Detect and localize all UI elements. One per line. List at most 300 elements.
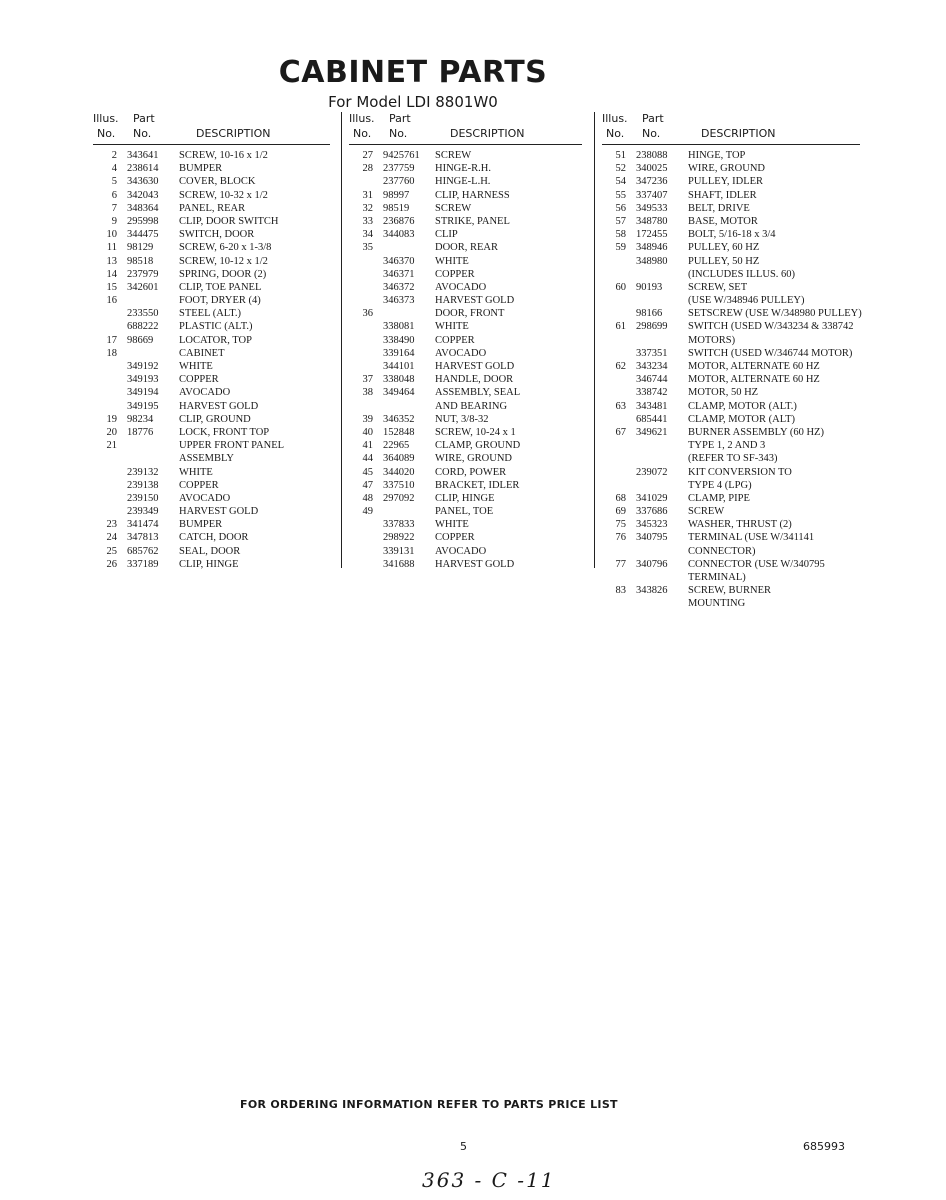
part-description: CLIP — [435, 229, 458, 241]
part-number: 337686 — [636, 506, 668, 518]
table-row — [602, 241, 860, 254]
part-description: (USE W/348946 PULLEY) — [688, 295, 805, 307]
table-row — [602, 400, 860, 413]
part-header: Part — [642, 112, 664, 125]
part-description: AVOCADO — [435, 281, 487, 293]
table-row — [602, 320, 860, 333]
table-row — [602, 413, 860, 426]
table-row — [93, 281, 330, 294]
illus-number: 39 — [362, 413, 373, 425]
part-number: 152848 — [383, 426, 415, 438]
column-header — [349, 112, 582, 144]
part-description: CLAMP, GROUND — [435, 440, 521, 452]
part-description: MOUNTING — [688, 598, 746, 610]
part-description: ASSEMBLY, SEAL — [435, 387, 521, 399]
table-row — [349, 255, 582, 268]
part-number: 90193 — [636, 281, 663, 293]
illus-number: 33 — [362, 215, 373, 227]
part-description: HARVEST GOLD — [435, 558, 515, 570]
part-description: WHITE — [179, 361, 213, 372]
table-row — [349, 518, 582, 531]
illus-number: 17 — [106, 334, 117, 346]
part-description: SEAL, DOOR — [179, 545, 241, 557]
part-number: 343826 — [636, 585, 668, 597]
part-number: 298922 — [383, 532, 415, 544]
table-row — [349, 228, 582, 241]
table-row — [602, 584, 860, 597]
illus-number: 51 — [615, 150, 626, 161]
part-number: 349464 — [383, 387, 415, 399]
part-description: SCREW, 10-16 x 1/2 — [179, 150, 268, 161]
part-description: MOTOR, 50 HZ — [688, 387, 759, 399]
illus-number: 68 — [615, 492, 626, 504]
table-row — [93, 452, 330, 465]
table-row — [602, 294, 860, 307]
part-number: 239138 — [127, 479, 159, 491]
part-description: AVOCADO — [179, 387, 231, 399]
parts-column-3 — [602, 112, 860, 611]
table-row — [349, 162, 582, 175]
illus-number: 21 — [106, 440, 117, 452]
part-description: TERMINAL) — [688, 572, 746, 583]
part-number: 295998 — [127, 215, 159, 227]
table-row — [349, 426, 582, 439]
table-row — [93, 294, 330, 307]
part-description: CORD, POWER — [435, 466, 507, 478]
part-number: 348946 — [636, 242, 668, 254]
illus-number: 58 — [615, 229, 626, 241]
part-number: 343630 — [127, 176, 159, 188]
table-row — [349, 320, 582, 333]
part-description: PANEL, REAR — [179, 202, 246, 214]
part-number: 343234 — [636, 361, 668, 372]
part-description: SWITCH (USED W/346744 MOTOR) — [688, 347, 853, 359]
part-number: 340796 — [636, 558, 668, 570]
illus-number: 77 — [615, 558, 626, 570]
illus-number: 62 — [615, 361, 626, 372]
part-description: STRIKE, PANEL — [435, 215, 510, 227]
part-number: 337407 — [636, 189, 668, 201]
part-description: MOTOR, ALTERNATE 60 HZ — [688, 361, 820, 372]
table-row — [602, 597, 860, 610]
table-row — [602, 175, 860, 188]
illus-number: 76 — [615, 532, 626, 544]
part-description: CLIP, HINGE — [435, 492, 495, 504]
table-row — [602, 386, 860, 399]
illus-header: Illus. — [93, 112, 119, 125]
illus-number: 14 — [106, 268, 117, 280]
table-row — [602, 479, 860, 492]
part-description: COPPER — [179, 479, 219, 491]
part-number: 349621 — [636, 426, 668, 438]
part-number: 337351 — [636, 347, 668, 359]
table-row — [349, 189, 582, 202]
part-number: 9425761 — [383, 150, 420, 161]
part-number: 349533 — [636, 202, 668, 214]
illus-number: 23 — [106, 519, 117, 531]
part-number: 98518 — [127, 255, 154, 267]
table-row — [93, 360, 330, 373]
part-description: COPPER — [435, 334, 475, 346]
part-description: HANDLE, DOOR — [435, 374, 514, 386]
part-description: COVER, BLOCK — [179, 176, 256, 188]
table-row — [602, 439, 860, 452]
part-number: 685441 — [636, 413, 668, 425]
part-number: 346371 — [383, 268, 415, 280]
part-number: 342043 — [127, 189, 159, 201]
part-number: 237760 — [383, 176, 415, 188]
part-description: STEEL (ALT.) — [179, 308, 242, 320]
part-description: ASSEMBLY — [179, 453, 234, 465]
table-row — [349, 505, 582, 518]
illus-number: 49 — [362, 506, 373, 518]
column-header — [602, 112, 860, 144]
table-row — [93, 241, 330, 254]
part-description: DOOR, FRONT — [435, 308, 505, 320]
illus-number: 37 — [362, 374, 373, 386]
table-row — [602, 202, 860, 215]
illus-number: 9 — [111, 215, 117, 227]
illus-no-header: No. — [97, 127, 116, 140]
table-row — [602, 215, 860, 228]
table-row — [349, 400, 582, 413]
illus-number: 6 — [111, 189, 117, 201]
part-description: UPPER FRONT PANEL — [179, 440, 285, 452]
part-number: 233550 — [127, 308, 159, 320]
illus-number: 31 — [362, 189, 373, 201]
part-number: 346352 — [383, 413, 415, 425]
part-description: LOCK, FRONT TOP — [179, 426, 270, 438]
page-subtitle: For Model LDI 8801W0 — [328, 93, 498, 111]
column-header — [93, 112, 330, 144]
illus-no-header: No. — [606, 127, 625, 140]
illus-number: 55 — [615, 189, 626, 201]
header-rule — [602, 144, 860, 145]
illus-number: 38 — [362, 387, 373, 399]
table-row — [93, 373, 330, 386]
illus-number: 57 — [615, 215, 626, 227]
part-description: HARVEST GOLD — [435, 361, 515, 372]
part-description: FOOT, DRYER (4) — [179, 295, 261, 307]
part-number: 340795 — [636, 532, 668, 544]
table-row — [602, 492, 860, 505]
illus-number: 67 — [615, 426, 626, 438]
part-description: CATCH, DOOR — [179, 532, 249, 544]
table-row — [349, 281, 582, 294]
part-description: HINGE, TOP — [688, 150, 746, 161]
illus-number: 28 — [362, 163, 373, 175]
part-number: 343481 — [636, 400, 668, 412]
table-row — [93, 518, 330, 531]
part-description: WHITE — [179, 466, 213, 478]
part-number: 345323 — [636, 519, 668, 531]
illus-number: 45 — [362, 466, 373, 478]
illus-number: 25 — [106, 545, 117, 557]
part-description: HARVEST GOLD — [435, 295, 515, 307]
part-number: 237979 — [127, 268, 159, 280]
part-number: 339131 — [383, 545, 415, 557]
illus-number: 26 — [106, 558, 117, 570]
illus-number: 83 — [615, 585, 626, 597]
table-row — [93, 215, 330, 228]
illus-number: 27 — [362, 150, 373, 161]
part-description: CLAMP, MOTOR (ALT) — [688, 413, 796, 425]
table-row — [349, 439, 582, 452]
part-description: WHITE — [435, 519, 469, 531]
part-number: 344101 — [383, 361, 415, 372]
table-row — [349, 294, 582, 307]
part-number: 98519 — [383, 202, 410, 214]
part-description: AVOCADO — [435, 545, 487, 557]
illus-number: 48 — [362, 492, 373, 504]
part-description: WHITE — [435, 255, 469, 267]
table-row — [602, 426, 860, 439]
part-number: 685762 — [127, 545, 159, 557]
part-description: SCREW — [435, 202, 472, 214]
part-number: 298699 — [636, 321, 668, 333]
table-row — [349, 347, 582, 360]
part-number: 338048 — [383, 374, 415, 386]
part-description: PULLEY, 60 HZ — [688, 242, 760, 254]
part-number: 338081 — [383, 321, 415, 333]
illus-header: Illus. — [602, 112, 628, 125]
part-number: 98669 — [127, 334, 154, 346]
part-number: 347813 — [127, 532, 159, 544]
table-row — [602, 281, 860, 294]
part-number: 349194 — [127, 387, 159, 399]
table-row — [349, 545, 582, 558]
table-row — [602, 189, 860, 202]
table-row — [349, 202, 582, 215]
part-number: 239072 — [636, 466, 668, 478]
part-description: CLAMP, MOTOR (ALT.) — [688, 400, 797, 412]
part-description: WIRE, GROUND — [435, 453, 512, 465]
part-number: 344083 — [383, 229, 415, 241]
illus-number: 13 — [106, 255, 117, 267]
column-divider — [341, 112, 342, 568]
part-description: AVOCADO — [435, 347, 487, 359]
table-row — [602, 360, 860, 373]
table-row — [349, 479, 582, 492]
part-description: BELT, DRIVE — [688, 202, 750, 214]
illus-number: 4 — [111, 163, 117, 175]
part-description: COPPER — [435, 532, 475, 544]
table-row — [602, 268, 860, 281]
table-row — [349, 241, 582, 254]
illus-number: 35 — [362, 242, 373, 254]
illus-number: 60 — [615, 281, 626, 293]
part-number: 349195 — [127, 400, 159, 412]
illus-number: 59 — [615, 242, 626, 254]
illus-number: 2 — [111, 150, 117, 161]
table-row — [93, 400, 330, 413]
part-number: 239132 — [127, 466, 159, 478]
part-description: LOCATOR, TOP — [179, 334, 252, 346]
illus-number: 75 — [615, 519, 626, 531]
part-description: CLIP, DOOR SWITCH — [179, 215, 279, 227]
illus-number: 52 — [615, 163, 626, 175]
table-row — [93, 492, 330, 505]
table-row — [602, 347, 860, 360]
table-row — [602, 505, 860, 518]
part-description: CABINET — [179, 347, 225, 359]
illus-number: 69 — [615, 506, 626, 518]
part-number: 297092 — [383, 492, 415, 504]
table-row — [602, 466, 860, 479]
part-description: MOTOR, ALTERNATE 60 HZ — [688, 374, 820, 386]
part-number: 337189 — [127, 558, 159, 570]
part-number: 237759 — [383, 163, 415, 175]
part-description: SCREW — [688, 506, 725, 518]
part-description: SWITCH (USED W/343234 & 338742 — [688, 321, 854, 333]
table-row — [93, 307, 330, 320]
table-row — [349, 452, 582, 465]
part-description: SCREW, BURNER — [688, 585, 772, 597]
parts-rows — [602, 149, 860, 611]
table-row — [602, 531, 860, 544]
illus-number: 18 — [106, 347, 117, 359]
table-row — [93, 426, 330, 439]
part-number: 348364 — [127, 202, 159, 214]
part-description: PLASTIC (ALT.) — [179, 321, 253, 333]
part-description: TYPE 4 (LPG) — [688, 479, 752, 491]
part-description: SPRING, DOOR (2) — [179, 268, 267, 280]
illus-no-header: No. — [353, 127, 372, 140]
table-row — [602, 571, 860, 584]
part-number: 172455 — [636, 229, 668, 241]
parts-column-1 — [93, 112, 330, 571]
part-description: CLIP, TOE PANEL — [179, 281, 262, 293]
part-description: CLIP, HINGE — [179, 558, 239, 570]
part-number: 239349 — [127, 506, 159, 518]
illus-number: 10 — [106, 229, 117, 241]
table-row — [349, 215, 582, 228]
part-description: BRACKET, IDLER — [435, 479, 520, 491]
part-description: COPPER — [179, 374, 219, 386]
part-number: 338490 — [383, 334, 415, 346]
part-description: WASHER, THRUST (2) — [688, 519, 792, 531]
description-header: DESCRIPTION — [701, 127, 776, 140]
part-description: HARVEST GOLD — [179, 400, 259, 412]
part-description: BURNER ASSEMBLY (60 HZ) — [688, 426, 824, 438]
header-rule — [93, 144, 330, 145]
table-row — [93, 268, 330, 281]
part-number: 347236 — [636, 176, 668, 188]
table-row — [349, 558, 582, 571]
illus-number: 32 — [362, 202, 373, 214]
table-row — [349, 149, 582, 162]
table-row — [93, 505, 330, 518]
table-row — [93, 347, 330, 360]
table-row — [602, 307, 860, 320]
illus-number: 41 — [362, 440, 373, 452]
table-row — [93, 531, 330, 544]
table-row — [93, 149, 330, 162]
part-description: MOTORS) — [688, 334, 736, 346]
table-row — [93, 413, 330, 426]
part-number: 339164 — [383, 347, 415, 359]
table-row — [93, 479, 330, 492]
illus-number: 63 — [615, 400, 626, 412]
illus-number: 34 — [362, 229, 373, 241]
table-row — [349, 386, 582, 399]
illus-number: 24 — [106, 532, 117, 544]
part-number: 337510 — [383, 479, 415, 491]
table-row — [93, 439, 330, 452]
part-number: 346744 — [636, 374, 668, 386]
part-description: (REFER TO SF-343) — [688, 453, 778, 465]
part-number: 349192 — [127, 361, 159, 372]
table-row — [602, 373, 860, 386]
table-row — [93, 466, 330, 479]
part-number: 364089 — [383, 453, 415, 465]
part-number: 341688 — [383, 558, 415, 570]
part-number: 338742 — [636, 387, 668, 399]
part-description: WHITE — [435, 321, 469, 333]
part-description: BASE, MOTOR — [688, 215, 758, 227]
table-row — [349, 492, 582, 505]
illus-number: 54 — [615, 176, 626, 188]
parts-rows — [349, 149, 582, 571]
column-divider — [594, 112, 595, 568]
part-number: 98129 — [127, 242, 154, 254]
part-description: BUMPER — [179, 519, 223, 531]
part-description: PULLEY, IDLER — [688, 176, 764, 188]
part-no-header: No. — [642, 127, 661, 140]
table-row — [349, 307, 582, 320]
part-description: SHAFT, IDLER — [688, 189, 757, 201]
part-number: 346373 — [383, 295, 415, 307]
part-description: WIRE, GROUND — [688, 163, 765, 175]
part-number: 348780 — [636, 215, 668, 227]
parts-column-2 — [349, 112, 582, 571]
parts-rows — [93, 149, 330, 571]
part-description: AVOCADO — [179, 492, 231, 504]
illus-number: 5 — [111, 176, 117, 188]
part-description: SCREW, SET — [688, 281, 748, 293]
part-number: 344475 — [127, 229, 159, 241]
part-number: 341474 — [127, 519, 159, 531]
part-description: CONNECTOR (USE W/340795 — [688, 558, 825, 570]
illus-number: 16 — [106, 295, 117, 307]
part-number: 22965 — [383, 440, 410, 452]
part-number: 238088 — [636, 150, 668, 161]
table-row — [602, 228, 860, 241]
table-row — [93, 175, 330, 188]
table-row — [93, 320, 330, 333]
part-number: 98997 — [383, 189, 410, 201]
handwritten-note: 363 - C -11 — [422, 1168, 556, 1192]
part-description: PULLEY, 50 HZ — [688, 255, 760, 267]
table-row — [93, 334, 330, 347]
part-number: 98166 — [636, 308, 663, 320]
page-title: CABINET PARTS — [278, 55, 548, 90]
part-no-header: No. — [389, 127, 408, 140]
table-row — [93, 545, 330, 558]
illus-number: 56 — [615, 202, 626, 214]
part-number: 343641 — [127, 150, 159, 161]
illus-number: 36 — [362, 308, 373, 320]
table-row — [93, 558, 330, 571]
part-number: 688222 — [127, 321, 159, 333]
part-number: 98234 — [127, 413, 154, 425]
illus-number: 7 — [111, 202, 117, 214]
part-number: 340025 — [636, 163, 668, 175]
part-description: SWITCH, DOOR — [179, 229, 255, 241]
table-row — [93, 189, 330, 202]
table-row — [93, 386, 330, 399]
part-description: CLIP, HARNESS — [435, 189, 510, 201]
